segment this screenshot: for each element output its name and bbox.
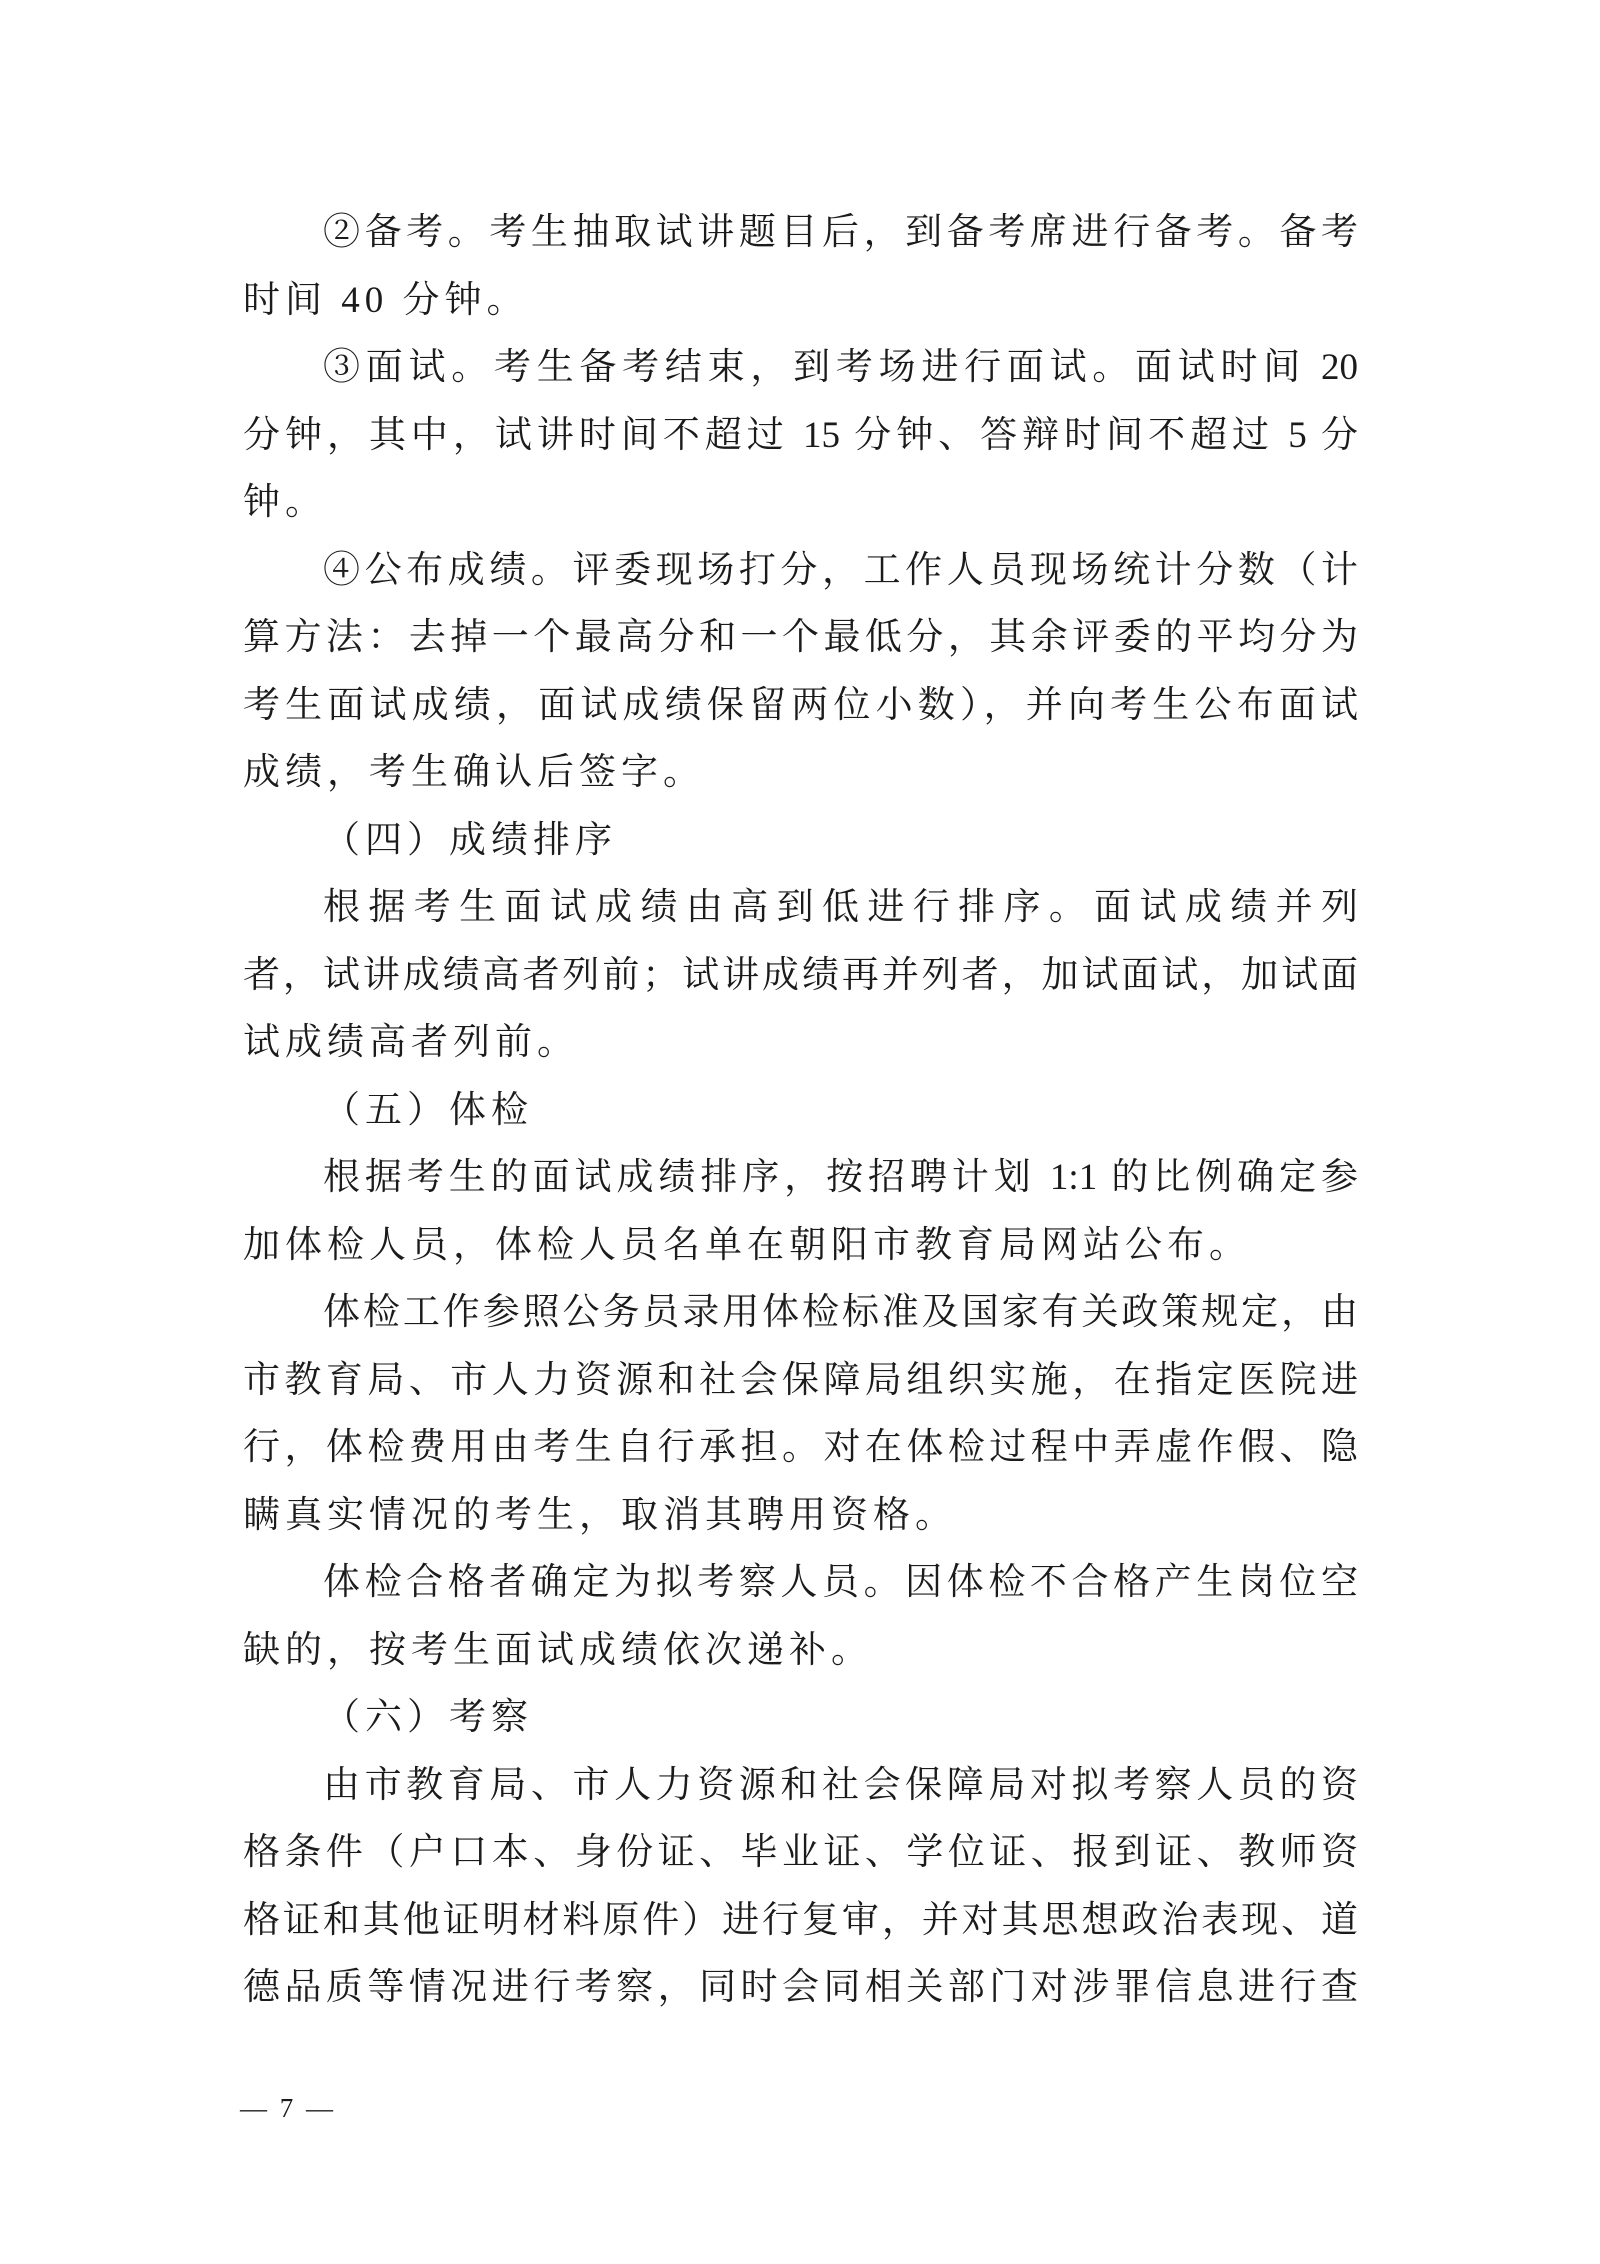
text-line: ②备考。考生抽取试讲题目后，到备考席进行备考。备考 (323, 212, 1358, 253)
text-line: 市教育局、市人力资源和社会保障局组织实施，在指定医院进 (243, 1359, 1358, 1401)
text-line: ③面试。考生备考结束，到考场进行面试。面试时间 20 (323, 347, 1358, 388)
text-line: 根据考生面试成绩由高到低进行排序。面试成绩并列 (323, 887, 1358, 928)
text-line: 格证和其他证明材料原件）进行复审，并对其思想政治表现、道 (243, 1899, 1358, 1941)
text-line: 瞒真实情况的考生，取消其聘用资格。 (243, 1494, 957, 1536)
page-number: — 7 — (240, 2093, 336, 2123)
document-body (243, 199, 1358, 2022)
text-line: （六）考察 (323, 1697, 533, 1738)
text-line: 体检合格者确定为拟考察人员。因体检不合格产生岗位空 (323, 1562, 1358, 1603)
text-line: 者，试讲成绩高者列前；试讲成绩再并列者，加试面试，加试面 (243, 954, 1358, 996)
text-line: 行，体检费用由考生自行承担。对在体检过程中弄虚作假、隐 (243, 1427, 1358, 1468)
text-line: 由市教育局、市人力资源和社会保障局对拟考察人员的资 (323, 1764, 1358, 1806)
text-line: 体检工作参照公务员录用体检标准及国家有关政策规定，由 (323, 1292, 1358, 1333)
text-line: 考生面试成绩，面试成绩保留两位小数），并向考生公布面试 (243, 684, 1358, 726)
text-line: （四）成绩排序 (323, 819, 617, 861)
text-line: 钟。 (243, 482, 327, 523)
text-line: 算方法：去掉一个最高分和一个最低分，其余评委的平均分为 (243, 617, 1358, 658)
text-line: 试成绩高者列前。 (243, 1022, 579, 1063)
text-line: 格条件（户口本、身份证、毕业证、学位证、报到证、教师资 (243, 1832, 1358, 1873)
text-line: ④公布成绩。评委现场打分，工作人员现场统计分数（计 (323, 549, 1358, 591)
text-line: 德品质等情况进行考察，同时会同相关部门对涉罪信息进行查 (243, 1967, 1358, 2008)
text-line: 成绩，考生确认后签字。 (243, 752, 705, 793)
text-line: 时间 40 分钟。 (243, 279, 529, 321)
text-line: 根据考生的面试成绩排序，按招聘计划 1:1 的比例确定参 (323, 1157, 1358, 1198)
text-line: 加体检人员，体检人员名单在朝阳市教育局网站公布。 (243, 1224, 1251, 1266)
text-line: 缺的，按考生面试成绩依次递补。 (243, 1629, 873, 1671)
text-line: （五）体检 (323, 1089, 533, 1131)
text-line: 分钟，其中，试讲时间不超过 15 分钟、答辩时间不超过 5 分 (243, 414, 1358, 456)
